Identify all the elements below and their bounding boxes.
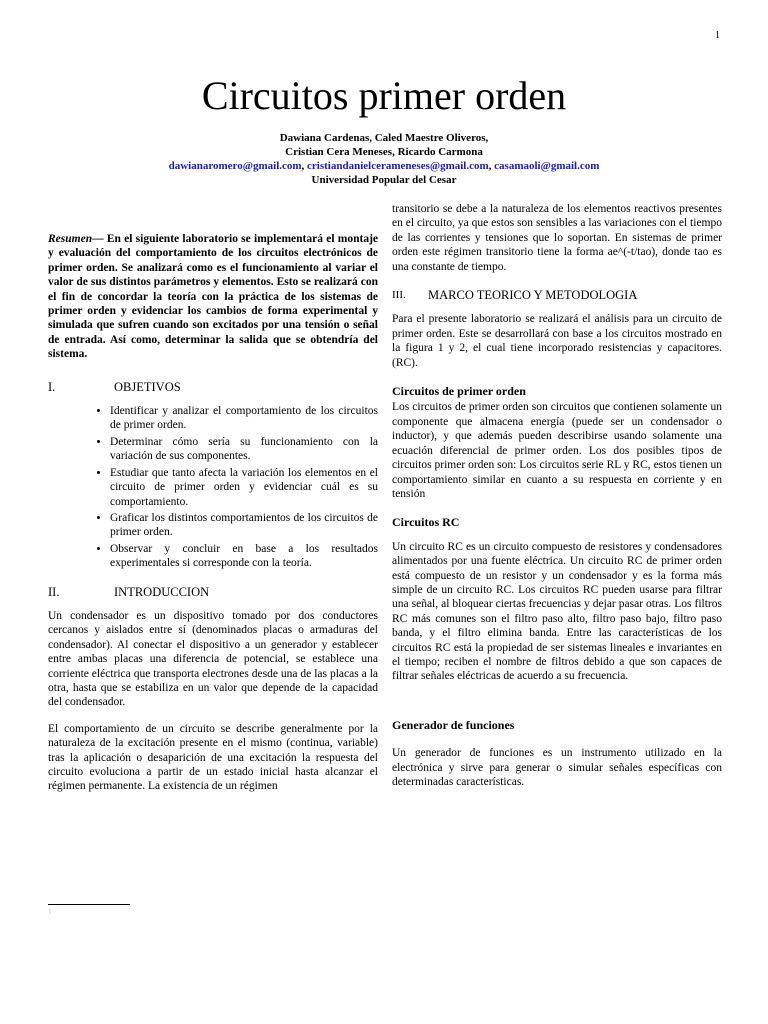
list-item: • Estudiar que tanto afecta la variación los elementos en el circuito de primer orden y evidenciar cuál es su comportamiento. <box>110 466 378 509</box>
list-item: • Observar y concluir en base a los resultados experimentales si corresponde con la teoría. <box>110 542 378 571</box>
footnote-mark: 1 <box>48 908 52 916</box>
page-number: 1 <box>715 30 720 41</box>
author-emails <box>0 159 768 173</box>
paper-title: Circuitos primer orden <box>201 73 567 118</box>
subheading-primer-orden: Circuitos de primer orden <box>392 384 526 399</box>
right-column <box>392 202 722 789</box>
list-item: • Graficar los distintos comportamientos de los circuitos de primer orden. <box>110 511 378 540</box>
abstract-dash: — <box>92 233 107 245</box>
generador-paragraph: Un generador de funciones es un instrumento utilizado en la electrónica y sirve para generar o simular señales específicas con determinadas características. <box>392 747 722 788</box>
section-title: MARCO TEORICO Y METODOLOGIA <box>428 288 638 303</box>
section-heading-objetivos <box>48 380 378 394</box>
section-number: I. <box>48 379 56 394</box>
section-heading-introduccion <box>48 585 378 599</box>
section-title: OBJETIVOS <box>114 379 181 394</box>
email-separator: , <box>488 160 495 172</box>
email-separator: , <box>301 160 308 172</box>
abstract-text: En el siguiente laboratorio se implementará el montaje y evaluación del comportamiento de los circuitos electrónicos de primer orden. Se analizará como es el funcionamiento al variar el valor de sus distintos parámetros y elementos. Esto se realizará con el fin de concordar la teoría con la práctica de los sistemas de primer orden y evidenciar los cambios de forma experimental y simulada que sufren cuando son excitados por una tensión o señal de entrada. Así como, determinar la salida que se obtendría del sistema. <box>48 233 378 361</box>
affiliation: Universidad Popular del Cesar <box>311 174 457 186</box>
section-heading-marco-teorico <box>392 288 722 302</box>
marco-paragraph: Para el presente laboratorio se realizará el análisis para un circuito de primer orden. Este se desarrollará con base a los circuitos mostrado en la figura 1 y 2, el cual tiene incorporado resistencias y capacitores. (RC). <box>392 313 722 369</box>
list-item: • Identificar y analizar el comportamiento de los circuitos de primer orden. <box>110 404 378 433</box>
author-block <box>0 131 768 187</box>
subheading-generador: Generador de funciones <box>392 717 515 732</box>
email-link-3[interactable]: casamaoli@gmail.com <box>494 160 600 172</box>
left-column <box>48 202 378 794</box>
email-link-1[interactable]: dawianaromero@gmail.com <box>168 160 302 172</box>
authors-line-2: Cristian Cera Meneses, Ricardo Carmona <box>285 146 483 158</box>
primer-orden-paragraph: Los circuitos de primer orden son circuitos que contienen solamente un componente que almacena energía (puede ser un condensador o inductor), y que además pueden describirse usando solamente una ecuación diferencial de primer orden. Los dos posibles tipos de circuitos primer orden son: Los circuitos serie RL y RC, estos tienen un comportamiento similar en cuanto a su respuesta en corriente y en tensión <box>392 401 722 500</box>
email-link-2[interactable]: cristiandanielcerameneses@gmail.com <box>307 160 489 172</box>
intro-paragraph-2: El comportamiento de un circuito se describe generalmente por la naturaleza de la excitación presente en el mismo (continua, variable) tras la aplicación o desaparición de una excitación la respuesta del circuito evoluciona a partir de un estado inicial hasta alcanzar el régimen permanente. La existencia de un régimen <box>48 722 378 793</box>
section-number: II. <box>48 584 60 599</box>
continued-paragraph: transitorio se debe a la naturaleza de los elementos reactivos presentes en el circuito, ya que estos son sensibles a las variaciones con el tiempo de las corrientes y tensiones que lo soportan. En sistemas de primer orden este régimen transitorio tiene la forma ae^(-t/tao), donde tao es una constante de tiempo. <box>392 203 722 273</box>
circuitos-rc-paragraph: Un circuito RC es un circuito compuesto de resistores y condensadores alimentados por una fuente eléctrica. Un circuito RC de primer orden está compuesto de un resistor y un condensador y es la forma más simple de un circuito RC. Los circuitos RC pueden usarse para filtrar una señal, al bloquear ciertas frecuencias y dejar pasar otras. Los filtros RC más comunes son el filtro paso alto, filtro paso bajo, filtro paso banda, y el filtro elimina banda. Entre las características de los circuitos RC está la propiedad de ser sistemas lineales e invariantes en el tiempo; reciben el nombre de filtros debido a que son capaces de filtrar señales eléctricas de acuerdo a su frecuencia. <box>392 540 722 683</box>
authors-line-1: Dawiana Cardenas, Caled Maestre Oliveros, <box>279 132 489 144</box>
abstract <box>48 232 378 362</box>
intro-paragraph-1: Un condensador es un dispositivo tomado por dos conductores cercanos y aislados entre sí (denominados placas o armaduras del condensador). Al conectar el dispositivo a un generador y establecer entre ambas placas una diferencia de potencial, se establece una corriente eléctrica que transporta electrones desde una de las placas a la otra, hasta que se estabiliza en un valor que depende de la capacidad del condensador. <box>48 609 378 709</box>
subheading-circuitos-rc: Circuitos RC <box>392 515 460 530</box>
abstract-lead: Resumen <box>48 233 93 245</box>
section-number: III. <box>392 289 406 302</box>
objectives-list <box>48 404 378 570</box>
section-title: INTRODUCCION <box>114 584 210 599</box>
list-item: • Determinar cómo sería su funcionamiento con la variación de sus componentes. <box>110 435 378 464</box>
footnote-rule <box>48 904 130 905</box>
